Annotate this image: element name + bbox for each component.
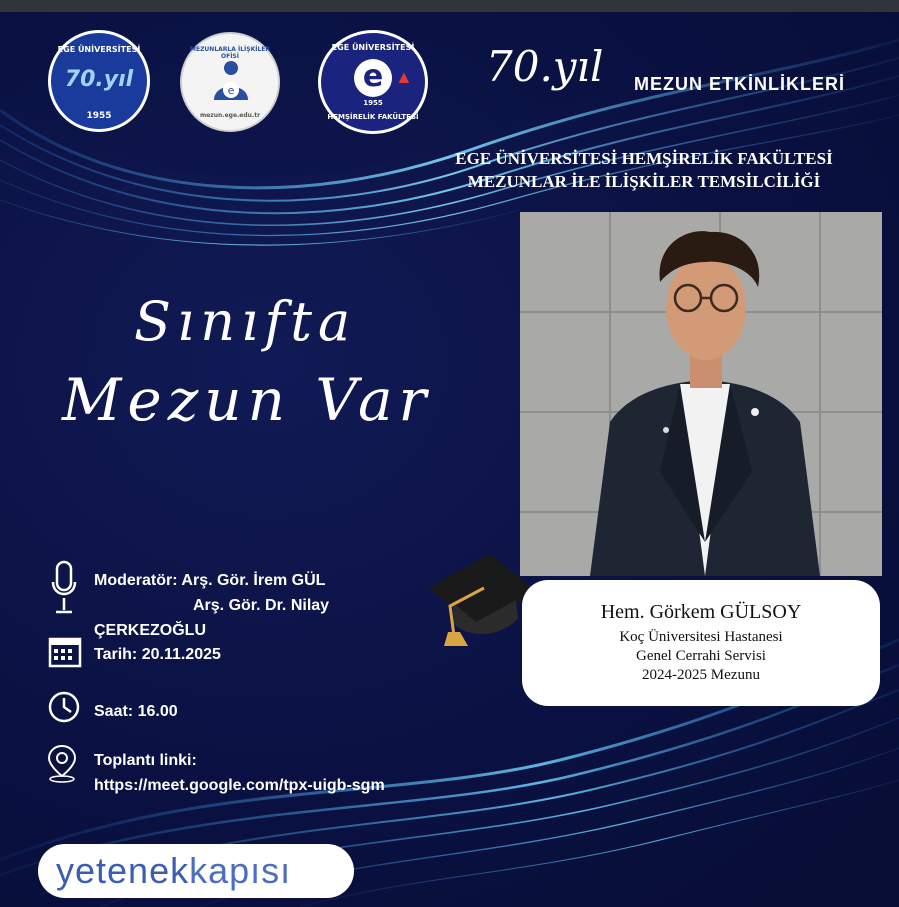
yetenek-kapisi-logo — [38, 844, 354, 898]
moderator-line-2: Arş. Gör. Dr. Nilay — [193, 597, 330, 614]
moderator-line-1: Moderatör: Arş. Gör. İrem GÜL — [94, 572, 326, 589]
event-date: Tarih: 20.11.2025 — [94, 646, 221, 663]
logo3-bottom: HEMŞİRELİK FAKÜLTESİ — [327, 113, 419, 121]
logo3-year: 1955 — [363, 99, 383, 107]
calendar-icon — [48, 634, 82, 668]
speaker-photo — [520, 212, 882, 576]
logo1-mark: 70.yıl — [64, 67, 134, 92]
speaker-hospital: Koç Üniversitesi Hastanesi — [619, 629, 783, 645]
anniversary-mark: 70.yıl — [486, 42, 604, 91]
title-line-1: Sınıfta — [134, 290, 357, 353]
events-title: MEZUN ETKİNLİKLERİ — [634, 74, 845, 94]
logo2-url: mezun.ege.edu.tr — [199, 112, 261, 119]
logo1-year: 1955 — [86, 111, 112, 121]
brand-part-a: yetenek — [56, 850, 190, 891]
moderator-line-3: ÇERKEZOĞLU — [94, 622, 206, 639]
speaker-card — [522, 580, 880, 706]
speaker-graduation: 2024-2025 Mezunu — [642, 667, 760, 683]
speaker-name: Hem. Görkem GÜLSOY — [600, 601, 802, 623]
nursing-faculty-logo — [318, 30, 428, 134]
event-time: Saat: 16.00 — [94, 703, 178, 720]
alumni-figure-icon — [210, 60, 252, 106]
alumni-office-logo — [180, 32, 280, 132]
logo2-text: MEZUNLARLA İLİŞKİLER OFİSİ — [190, 46, 270, 60]
location-pin-icon — [46, 744, 78, 784]
brand-text — [56, 850, 291, 892]
ege-university-70-logo — [48, 30, 150, 132]
meeting-link-label: Toplantı linki: — [94, 752, 197, 769]
logo1-text: EGE ÜNİVERSİTESİ — [57, 45, 141, 54]
faculty-line-1: EGE ÜNİVERSİTESİ HEMŞİRELİK FAKÜLTESİ — [455, 149, 833, 168]
nursing-e-emblem-icon: e — [354, 59, 392, 97]
faculty-line-2: MEZUNLAR İLE İLİŞKİLER TEMSİLCİLİĞİ — [467, 172, 821, 191]
microphone-icon — [50, 560, 78, 616]
faculty-heading — [408, 147, 880, 193]
flame-icon: ▲ — [395, 67, 413, 87]
meeting-link-url[interactable]: https://meet.google.com/tpx-uigb-sgm — [94, 777, 385, 794]
title-line-2: Mezun Var — [62, 366, 433, 434]
speaker-department: Genel Cerrahi Servisi — [636, 648, 766, 664]
logo3-top: EGE ÜNİVERSİTESİ — [331, 43, 415, 52]
brand-part-b: kapısı — [189, 850, 292, 891]
svg-text:e: e — [227, 84, 235, 97]
clock-icon — [47, 690, 81, 724]
